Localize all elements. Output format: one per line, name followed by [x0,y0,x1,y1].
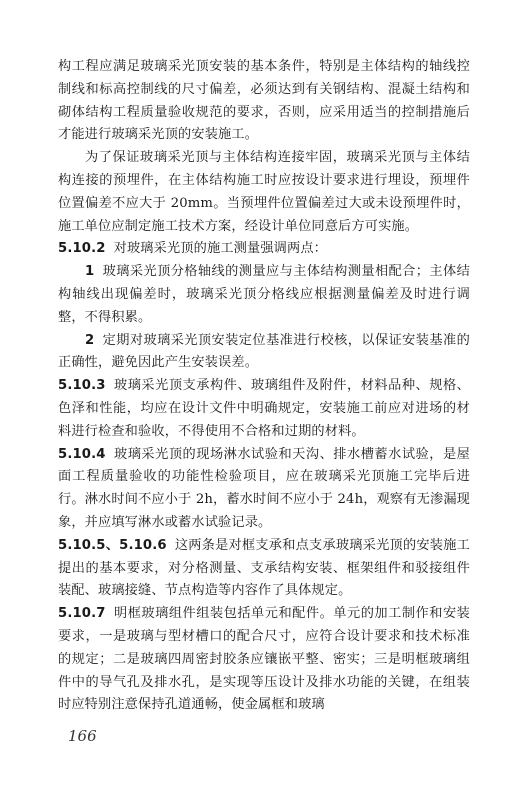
clause-5-10-4 [58,444,470,535]
item-number: 1 [85,264,95,280]
clause-text: 玻璃采光顶的现场淋水试验和天沟、排水槽蓄水试验，是屋面工程质量验收的功能性检验项目，应在玻璃采光顶施工完毕后进行。淋水时间不应小于 2h，蓄水时间不应小于 24h，观察有无渗漏现象，并应填写淋水或蓄水试验记录。 [58,446,470,530]
item-text: 定期对玻璃采光顶安装定位基准进行校核，以保证安装基准的正确性，避免因此产生安装误差。 [58,332,470,371]
clause-text: 明框玻璃组件组装包括单元和配件。单元的加工制作和安装要求，一是玻璃与型材槽口的配合尺寸，应符合设计要求和技术标准的规定；二是玻璃四周密封胶条应镶嵌平整、密实；三是明框玻璃组件中的导气孔及排水孔，是实现等压设计及排水功能的关键，在组装时应特别注意保持孔道通畅，使金属框和玻璃 [58,606,470,713]
clause-number: 5.10.4 [58,446,106,462]
paragraph-continuation: 构工程应满足玻璃采光顶安装的基本条件，特别是主体结构的轴线控制线和标高控制线的尺寸偏差，必须达到有关钢结构、混凝土结构和砌体结构工程质量验收规范的要求，否则，应采用适当的控制措施后才能进行玻璃采光顶的安装施工。 [58,59,470,143]
clause-5-10-3 [58,375,470,443]
clause-5-10-5-6 [58,535,470,603]
item-text: 玻璃采光顶分格轴线的测量应与主体结构测量相配合；主体结构轴线出现偏差时，玻璃采光顶分格线应根据测量偏差及时进行调整，不得积累。 [58,264,470,325]
list-item-2 [58,330,470,376]
clause-text: 对玻璃采光顶的施工测量强调两点： [113,241,328,257]
paragraph-embedded-parts: 为了保证玻璃采光顶与主体结构连接牢固，玻璃采光顶与主体结构连接的预埋件，在主体结构施工时应按设计要求进行埋设，预埋件位置偏差不应大于 20mm。当预埋件位置偏差过大或未设预埋件时，施工单位应制定施工技术方案，经设计单位同意后方可实施。 [58,150,470,234]
clause-text: 这两条是对框支承和点支承玻璃采光顶的安装施工提出的基本要求，对分格测量、支承结构安装、框架组件和驳接组件装配、玻璃接缝、节点构造等内容作了具体规定。 [58,537,470,599]
item-number: 2 [85,332,95,348]
clause-number: 5.10.5、5.10.6 [58,537,167,553]
list-item-1 [58,261,470,329]
clause-text: 玻璃采光顶支承构件、玻璃组件及附件，材料品种、规格、色泽和性能，均应在设计文件中明确规定，安装施工前应对进场的材料进行检查和验收，不得使用不合格和过期的材料。 [58,378,470,439]
document-body [58,56,470,717]
clause-number: 5.10.2 [58,241,106,257]
clause-number: 5.10.7 [58,606,106,622]
clause-5-10-2 [58,238,470,261]
page-number: 166 [68,727,97,745]
clause-5-10-7 [58,603,470,717]
clause-number: 5.10.3 [58,378,106,394]
